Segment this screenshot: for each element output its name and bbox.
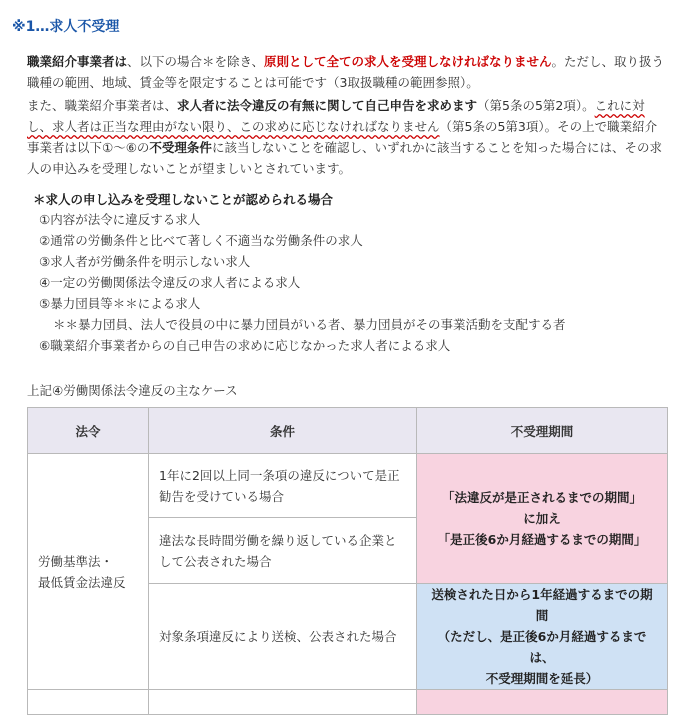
header-law: 法令: [28, 408, 149, 454]
list-item: ①内容が法令に違反する求人: [39, 212, 201, 227]
list-item: ⑤暴力団員等＊＊による求人: [39, 296, 201, 311]
list-item: ④一定の労働関係法令違反の求人者による求人: [39, 275, 301, 290]
table-header-row: [28, 408, 668, 454]
bold-text: 職業紹介事業者は: [27, 54, 128, 69]
list-item: ②通常の労働条件と比べて著しく不適当な労働条件の求人: [39, 233, 363, 248]
table-cell: [149, 690, 417, 715]
text: に該当しないことを確認し、いずれかに該当することを知った場合には、その求人の申込みを受理しないことが望ましいとされています。: [27, 140, 662, 176]
law-cell: 労働基準法・ 最低賃金法違反: [28, 454, 149, 690]
table-row: [28, 690, 668, 715]
exceptions-list: [39, 209, 566, 356]
bold-text: 求人者に法令違反の有無に関して自己申告を求めます: [177, 98, 478, 113]
exceptions-title: ＊求人の申し込みを受理しないことが認められる場合: [33, 192, 334, 207]
paragraph-self-report: [27, 95, 667, 179]
list-item: ③求人者が労働条件を明示しない求人: [39, 254, 251, 269]
table-cell: [28, 690, 149, 715]
header-condition: 条件: [149, 408, 417, 454]
period-cell: 「法違反が是正されるまでの期間」 に加え 「是正後6か月経過するまでの期間」: [417, 454, 668, 584]
table-caption: 上記④労働関係法令違反の主なケース: [27, 383, 238, 398]
condition-cell: 1年に2回以上同一条項の違反について是正勧告を受けている場合: [149, 454, 417, 518]
condition-cell: 違法な長時間労働を繰り返している企業として公表された場合: [149, 518, 417, 584]
header-period: 不受理期間: [417, 408, 668, 454]
bold-text: 不受理条件: [149, 140, 212, 155]
text: 。ただし、取り扱う職種の範囲、地域、賃金等を限定することは可能です（3取扱職種の範囲参照）。: [27, 54, 665, 90]
text: 、以下の場合＊を除き、: [127, 54, 265, 69]
violations-table: [27, 407, 668, 715]
table-cell: [417, 690, 668, 715]
paragraph-acceptance: [27, 51, 667, 93]
list-note: ＊＊暴力団員、法人で役員の中に暴力団員がいる者、暴力団員がその事業活動を支配する者: [53, 317, 566, 332]
period-cell: 送検された日から1年経過するまでの期間 （ただし、是正後6か月経過するまでは、 不受理期間を延長）: [417, 584, 668, 690]
table-row: [28, 454, 668, 518]
list-item: ⑥職業紹介事業者からの自己申告の求めに応じなかった求人者による求人: [39, 338, 451, 353]
condition-cell: 対象条項違反により送検、公表された場合: [149, 584, 417, 690]
text: （第5条の5第3項）。その上で職業紹介事業者は以下①～⑥の: [27, 119, 658, 155]
section-heading: ※1…求人不受理: [12, 19, 120, 35]
emphasis-text: 原則として全ての求人を受理しなければなりません: [264, 54, 552, 69]
underlined-text: これに対し、求人者は正当な理由がない限り、この求めに応じなければなりません: [27, 98, 645, 134]
text: （第5条の5第2項）。: [477, 98, 595, 113]
text: また、職業紹介事業者は、: [27, 98, 178, 113]
